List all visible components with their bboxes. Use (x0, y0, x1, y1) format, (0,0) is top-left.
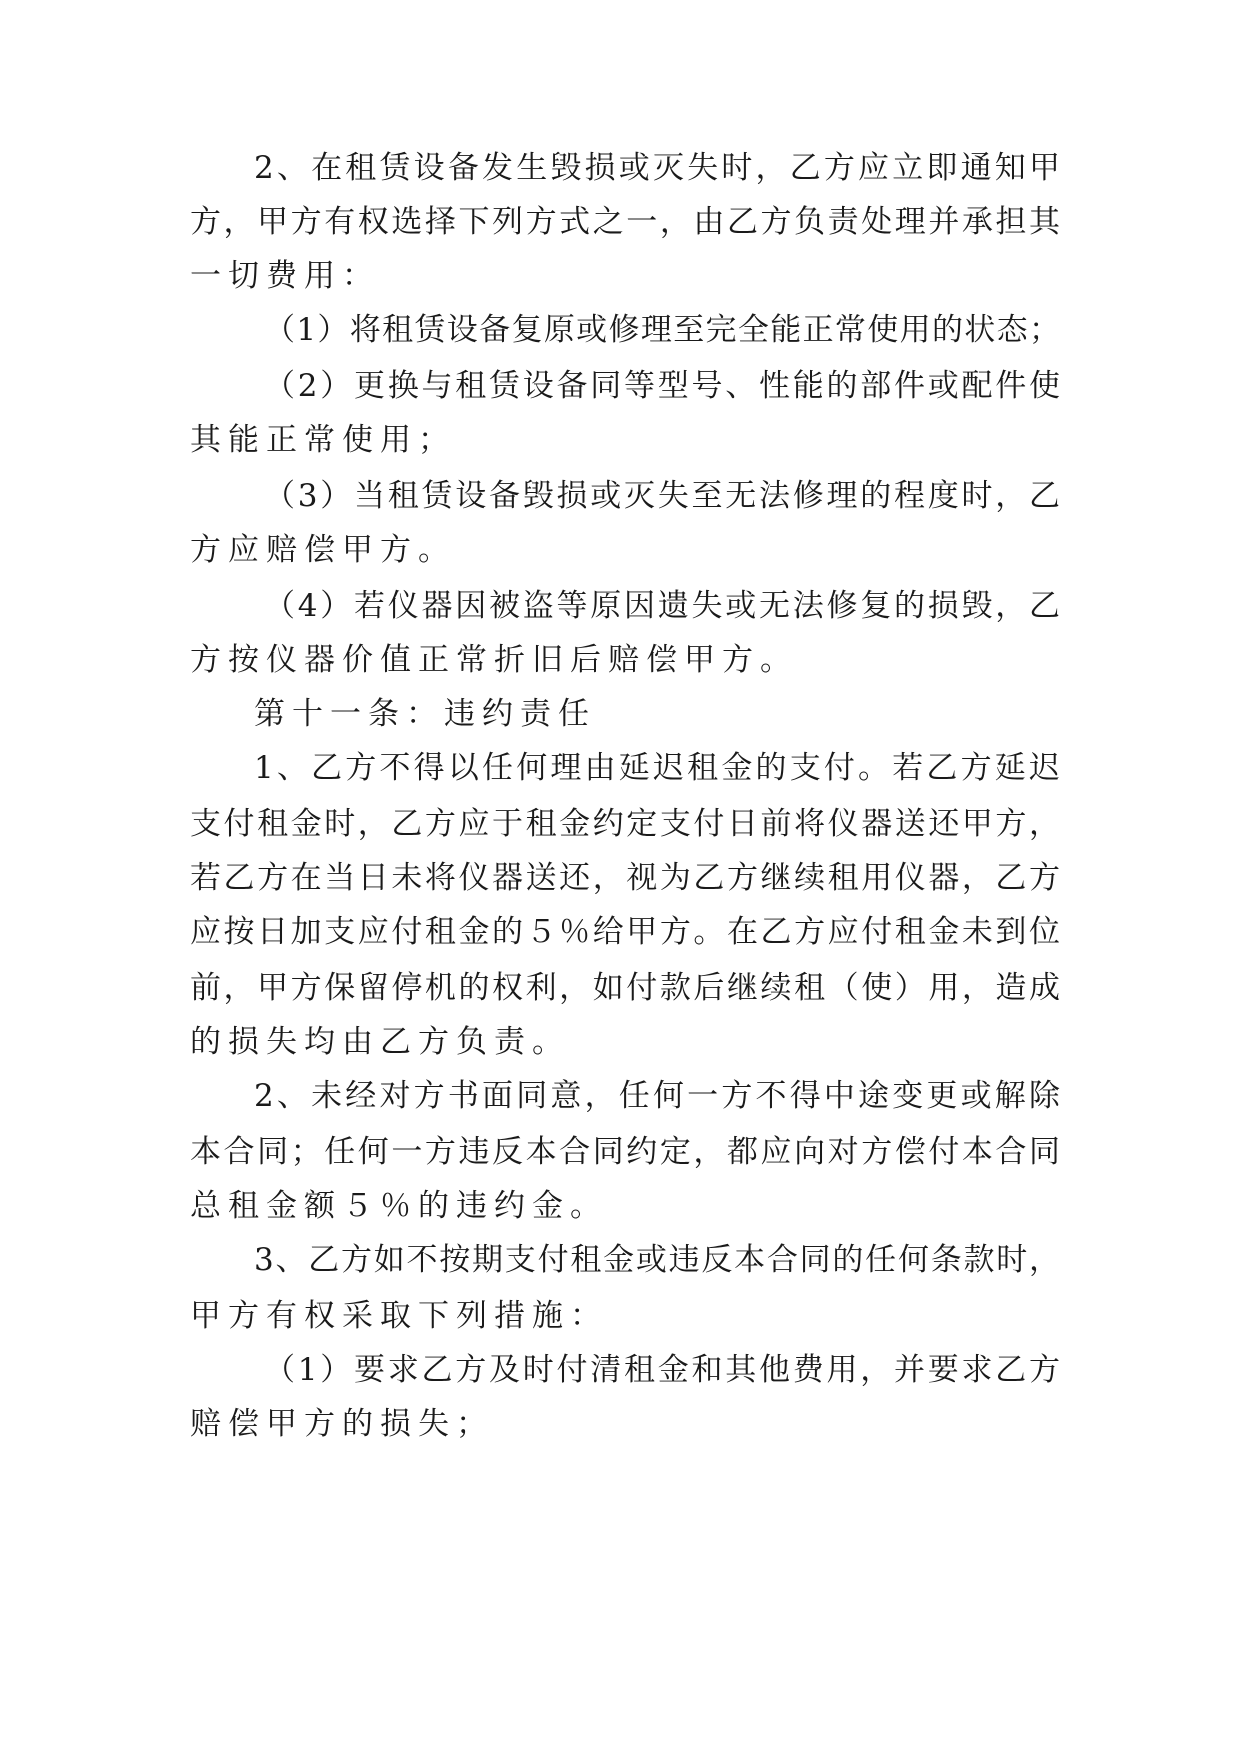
text-line: 2、在租赁设备发生毁损或灭失时，乙方应立即通知甲 (254, 150, 1060, 186)
text-line: 2、未经对方书面同意，任何一方不得中途变更或解除 (254, 1078, 1060, 1114)
text-line: 方应赔偿甲方。 (190, 532, 456, 568)
text-line: （2）更换与租赁设备同等型号、性能的部件或配件使 (264, 368, 1060, 404)
text-line: 本合同；任何一方违反本合同约定，都应向对方偿付本合同 (190, 1134, 1060, 1170)
text-line: 应按日加支应付租金的５％给甲方。在乙方应付租金未到位 (190, 914, 1060, 950)
text-line: 3、乙方如不按期支付租金或违反本合同的任何条款时， (254, 1242, 1060, 1278)
text-line: 赔偿甲方的损失； (190, 1406, 494, 1442)
text-line: 的损失均由乙方负责。 (190, 1024, 570, 1060)
text-line: 若乙方在当日未将仪器送还，视为乙方继续租用仪器，乙方 (190, 860, 1060, 896)
section-heading: 第十一条：违约责任 (254, 696, 596, 732)
text-line: 方，甲方有权选择下列方式之一，由乙方负责处理并承担其 (190, 204, 1060, 240)
text-line: 方按仪器价值正常折旧后赔偿甲方。 (190, 642, 798, 678)
text-line: （4）若仪器因被盗等原因遗失或无法修复的损毁，乙 (264, 588, 1060, 624)
text-line: （3）当租赁设备毁损或灭失至无法修理的程度时，乙 (264, 478, 1060, 514)
text-line: 一切费用： (190, 258, 380, 294)
text-line: 总租金额５％的违约金。 (190, 1188, 608, 1224)
text-line: 甲方有权采取下列措施： (190, 1298, 608, 1334)
text-line: 1、乙方不得以任何理由延迟租金的支付。若乙方延迟 (254, 750, 1060, 786)
text-line: 其能正常使用； (190, 422, 456, 458)
text-line: （1）要求乙方及时付清租金和其他费用，并要求乙方 (264, 1352, 1060, 1388)
text-line: 前，甲方保留停机的权利，如付款后继续租（使）用，造成 (190, 970, 1060, 1006)
text-line: 支付租金时，乙方应于租金约定支付日前将仪器送还甲方， (190, 806, 1060, 842)
text-line: （1）将租赁设备复原或修理至完全能正常使用的状态； (264, 312, 1060, 348)
